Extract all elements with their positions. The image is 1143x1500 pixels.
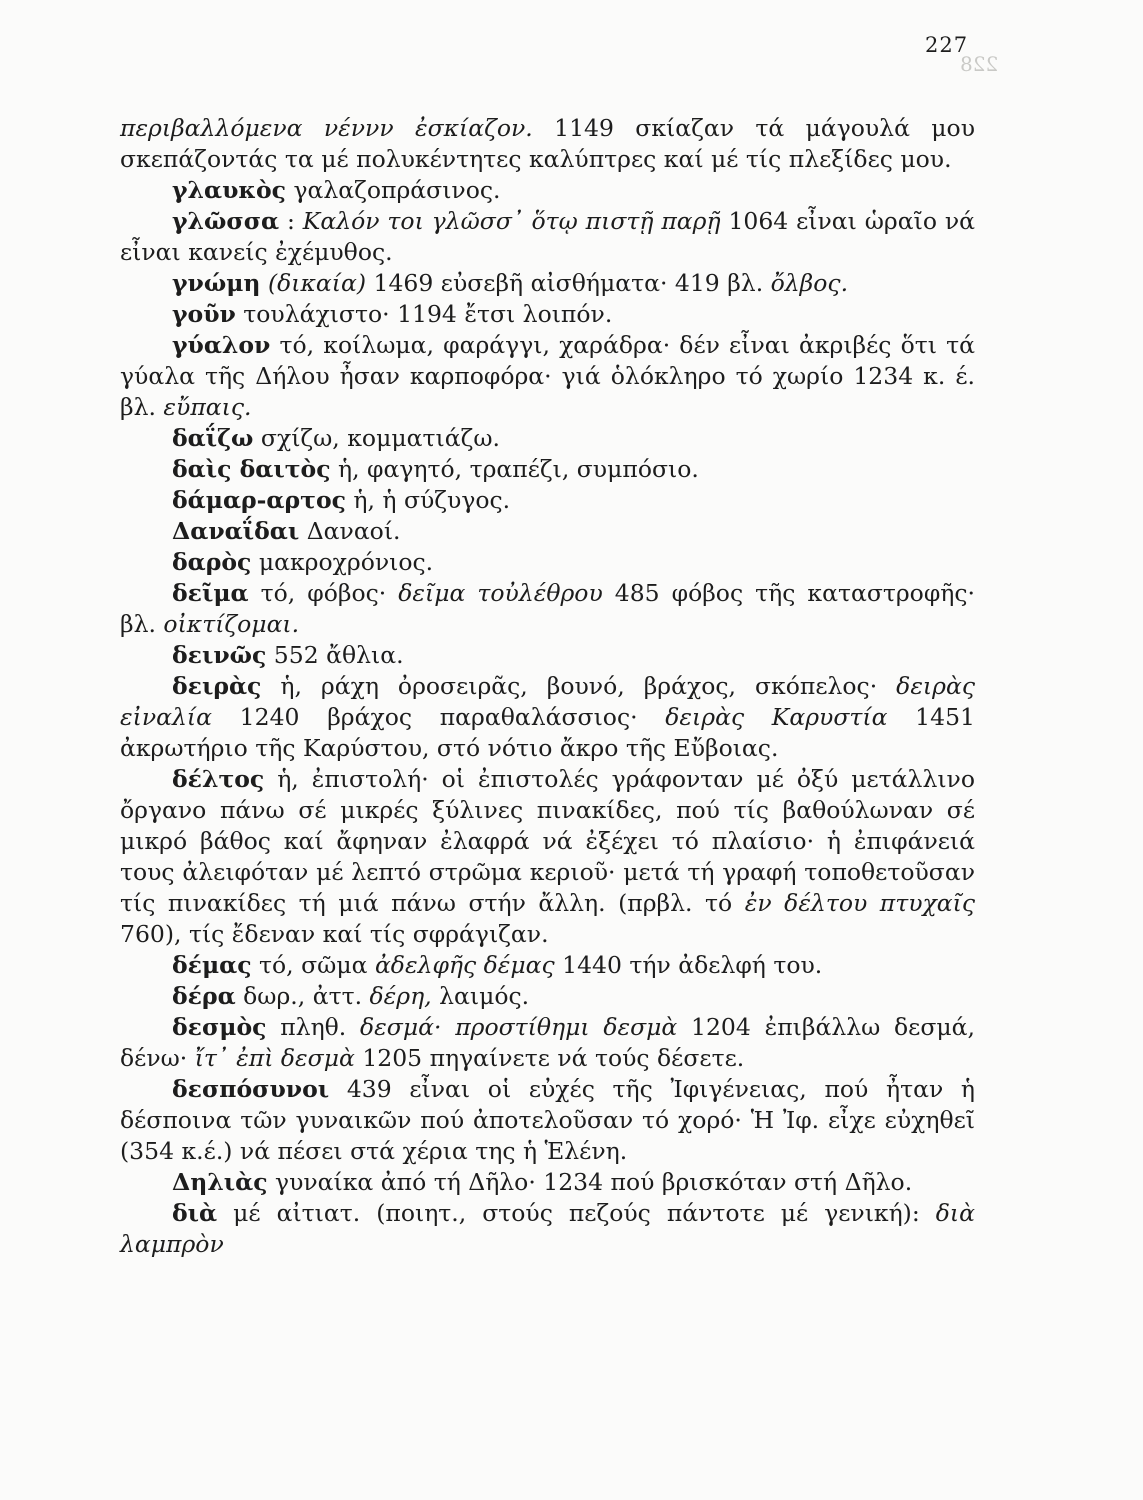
quoted-phrase: ἐν δέλτου πτυχαῖς — [744, 889, 976, 917]
glossary-entry — [120, 981, 975, 1012]
quoted-phrase: ἴτ᾿ ἐπὶ δεσμὰ — [194, 1044, 355, 1072]
glossary-entry — [120, 547, 975, 578]
entry-text: 1469 εὐσεβῆ αἰσθήματα· 419 βλ. — [366, 269, 771, 297]
entry-text: μακροχρόνιος. — [251, 548, 434, 576]
quoted-phrase: περιβαλλόμενα νέννν ἐσκίαζον. — [120, 114, 533, 142]
quoted-phrase: δεῖμα τοὐλέθρου — [398, 579, 603, 607]
entry-headword: Δηλιὰς — [172, 1168, 268, 1196]
entry-text: 485 φόβος τῆς καταστροφῆς· βλ. — [120, 579, 975, 638]
glossary-entry — [120, 423, 975, 454]
quoted-phrase: ὄλβος. — [770, 269, 849, 297]
quoted-phrase: δειρὰς εἰναλία — [120, 672, 975, 731]
entry-text: 552 ἄθλια. — [266, 641, 404, 669]
entry-text: Δαναοί. — [299, 517, 401, 545]
quoted-phrase: οἰκτίζομαι. — [163, 610, 300, 638]
entry-headword: γνώμη — [172, 269, 261, 297]
entry-text: 760), τίς ἔδεναν καί τίς σφράγιζαν. — [120, 920, 549, 948]
entry-headword: γοῦν — [172, 300, 236, 328]
glossary-entry — [120, 175, 975, 206]
quoted-phrase: διὰ λαμπρὸν — [120, 1199, 975, 1258]
entry-text: : — [279, 207, 303, 235]
entry-text: 1205 πηγαίνετε νά τούς δέσετε. — [354, 1044, 745, 1072]
entry-headword: δαΐζω — [172, 424, 254, 452]
glossary-entry — [120, 299, 975, 330]
entry-text: 1204 ἐπιβάλλω δεσμά, δένω· — [120, 1013, 975, 1072]
glossary-entry — [120, 1167, 975, 1198]
glossary-entry — [120, 671, 975, 764]
entry-headword: δάμαρ-αρτος — [172, 486, 346, 514]
glossary-entry — [120, 1012, 975, 1074]
entry-text: δωρ., ἀττ. — [235, 982, 370, 1010]
glossary-entry — [120, 516, 975, 547]
entry-text: γαλαζοπράσινος. — [285, 176, 501, 204]
entry-text — [260, 269, 267, 297]
glossary-entry — [120, 485, 975, 516]
entry-headword: Δαναΐδαι — [172, 517, 300, 545]
entry-headword: διὰ — [172, 1199, 218, 1227]
entry-headword: δεῖμα — [172, 579, 249, 607]
entry-text: 439 εἶναι οἱ εὐχές τῆς Ἰφιγένειας, πού ἦταν ἡ δέσποινα τῶν γυναικῶν πού ἀποτελοῦσαν τό χορό· Ἡ Ἰφ. εἶχε εὐχηθεῖ (354 κ.έ.) νά πέσει στά χέρια της ἡ Ἑλένη. — [120, 1075, 975, 1165]
quoted-phrase: δέρη, — [369, 982, 432, 1010]
entry-text: ἡ, ἐπιστολή· οἱ ἐπιστολές γράφονταν μέ ὀξύ μετάλλινο ὄργανο πάνω σέ μικρές ξύλινες πινακίδες, πού τίς βαθούλωναν σέ μικρό βάθος καί ἄφηναν ἐλαφρά νά ἐξέχει τό πλαίσιο· ἡ ἐπιφάνειά τους ἀλειφόταν μέ λεπτό στρῶμα κεριοῦ· μετά τή γραφή τοποθετοῦσαν τίς πινακίδες τή μιά πάνω στήν ἄλλη. (πρβλ. τό — [120, 765, 975, 917]
entry-text: ἡ, ράχη ὀροσειρᾶς, βουνό, βράχος, σκόπελος· — [261, 672, 897, 700]
entry-headword: δαρὸς — [172, 548, 252, 576]
quoted-phrase: δειρὰς Καρυστία — [665, 703, 888, 731]
entry-text: ἡ, ἡ σύζυγος. — [345, 486, 511, 514]
entry-headword: δέλτος — [172, 765, 265, 793]
entry-headword: γύαλον — [172, 331, 271, 359]
glossary-entry — [120, 268, 975, 299]
page-number: 227 — [925, 33, 969, 57]
entry-text: τό, σῶμα — [251, 951, 375, 979]
glossary-entry — [120, 206, 975, 268]
quoted-phrase: ἀδελφῆς δέμας — [374, 951, 555, 979]
glossary-entry — [120, 764, 975, 950]
entry-text: τουλάχιστο· 1194 ἔτσι λοιπόν. — [235, 300, 613, 328]
glossary-entry — [120, 950, 975, 981]
entry-headword: δέρα — [172, 982, 236, 1010]
entry-text: πληθ. — [266, 1013, 361, 1041]
quoted-phrase: Καλόν τοι γλῶσσ᾿ ὅτῳ πιστῇ παρῇ — [302, 207, 721, 235]
entry-text: ἡ, φαγητό, τραπέζι, συμπόσιο. — [330, 455, 699, 483]
entry-text: τό, φόβος· — [248, 579, 399, 607]
entry-text: λαιμός. — [431, 982, 530, 1010]
glossary-text — [120, 113, 975, 1260]
entry-text: 1064 εἶναι ὡραῖο νά εἶναι κανείς ἐχέμυθος. — [120, 207, 976, 266]
entry-headword: δειρὰς — [172, 672, 262, 700]
glossary-entry — [120, 640, 975, 671]
entry-headword: δεσπόσυνοι — [172, 1075, 330, 1103]
entry-text: 1240 βράχος παραθαλάσσιος· — [211, 703, 666, 731]
glossary-entry — [120, 578, 975, 640]
entry-text: 1440 τήν ἀδελφή του. — [554, 951, 823, 979]
glossary-entry — [120, 1198, 975, 1260]
entry-text: τό, κοίλωμα, φαράγγι, χαράδρα· δέν εἶναι ἀκριβές ὅτι τά γύαλα τῆς Δήλου ἦσαν καρποφόρα· γιά ὁλόκληρο τό χωρίο 1234 κ. έ. βλ. — [120, 331, 975, 421]
quoted-phrase: δεσμά· προστίθημι δεσμὰ — [360, 1013, 678, 1041]
entry-headword: δεινῶς — [172, 641, 267, 669]
quoted-phrase: εὔπαις. — [163, 393, 252, 421]
entry-text: μέ αἰτιατ. (ποιητ., στούς πεζούς πάντοτε μέ γενική): — [217, 1199, 936, 1227]
entry-text: γυναίκα ἀπό τή Δῆλο· 1234 πού βρισκόταν στή Δῆλο. — [267, 1168, 913, 1196]
entry-text: σχίζω, κομματιάζω. — [253, 424, 500, 452]
glossary-entry — [120, 454, 975, 485]
entry-headword: γλῶσσα — [172, 207, 280, 235]
entry-text: 1149 σκίαζαν τά μάγουλά μου σκεπάζοντάς τα μέ πολυκέντητες καλύπτρες καί μέ τίς πλεξίδες μου. — [120, 114, 975, 173]
glossary-entry — [120, 330, 975, 423]
quoted-phrase: (δικαία) — [267, 269, 367, 297]
entry-headword: γλαυκὸς — [172, 176, 286, 204]
glossary-entry — [120, 113, 975, 175]
glossary-entry — [120, 1074, 975, 1167]
entry-text: 1451 ἀκρωτήριο τῆς Καρύστου, στό νότιο ἄκρο τῆς Εὔβοιας. — [120, 703, 975, 762]
bleed-through-page-number: 228 — [960, 52, 999, 76]
entry-headword: δαὶς δαιτὸς — [172, 455, 331, 483]
entry-headword: δέμας — [172, 951, 252, 979]
entry-headword: δεσμὸς — [172, 1013, 267, 1041]
